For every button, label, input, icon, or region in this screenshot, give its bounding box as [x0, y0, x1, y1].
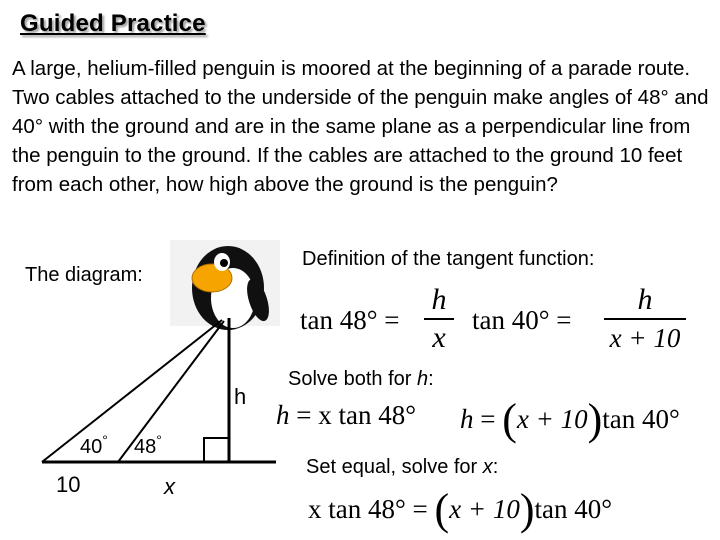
height-label: h [234, 384, 247, 409]
solve-heading: Solve both for h: [288, 368, 434, 390]
tan48-fraction: h x [424, 284, 454, 354]
tangent-heading: Definition of the tangent function: [302, 248, 595, 270]
penguin-illustration [170, 240, 280, 330]
angle-40-label: 40° [80, 432, 108, 458]
angle-48-label: 48° [134, 432, 162, 458]
equal-eq: x tan 48° = (x + 10)tan 40° [308, 485, 613, 534]
problem-text-1: A large, helium-filled penguin is moored at the beginning of a parade route. Two cables attached to the underside of the penguin make angles of 48 [12, 57, 691, 109]
tan40-lhs: tan 40° = [472, 305, 572, 335]
problem-text-2: and 40 [12, 86, 709, 138]
diagram-label: The diagram: [25, 264, 143, 286]
tan40-fraction: h x + 10 [604, 284, 686, 354]
cable-40 [42, 320, 222, 462]
base-10-label: 10 [56, 472, 81, 497]
right-angle-marker [204, 438, 229, 462]
solve-eq-b: h = (x + 10)tan 40° [460, 395, 680, 444]
problem-text-3: with the ground and are in the same plane as a perpendicular line from the penguin to the ground. If the cables are attached to the ground 10 feet from each other, how high above the ground is the penguin? [12, 115, 691, 196]
page-title: Guided Practice [20, 10, 206, 37]
solve-eq-a: h = x tan 48° [276, 400, 417, 430]
degree-symbol: ° [34, 115, 44, 138]
degree-symbol: ° [660, 86, 669, 109]
tan48-lhs: tan 48° = [300, 305, 400, 335]
equal-heading: Set equal, solve for x: [306, 456, 499, 478]
base-x-label: x [164, 474, 175, 499]
